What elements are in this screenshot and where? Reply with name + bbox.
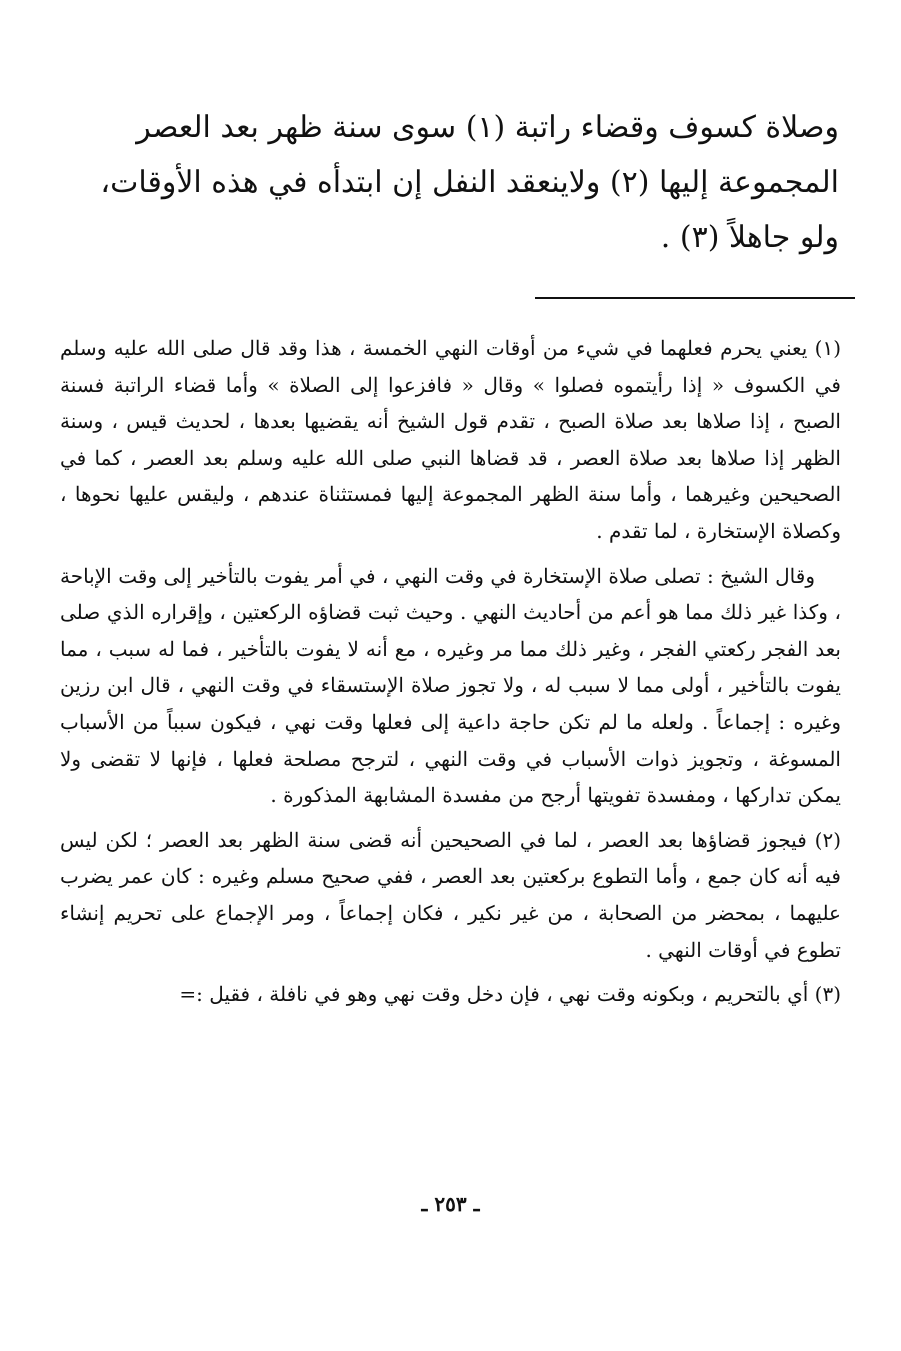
footnote-1-continuation: وقال الشيخ : تصلى صلاة الإستخارة في وقت النهي ، في أمر يفوت بالتأخير إلى وقت الإباحة ، وكذا غير ذلك مما هو أعم من أحاديث النهي . وحيث ثبت قضاؤه الركعتين ، وإقراره الذي صلى بعد الفجر ركعتي الفجر ، وغير ذلك مما مر وغيره ، مع أنه لا يفوت بالتأخير ، فما له سبب ، مما يفوت بالتأخير ، أولى مما لا سبب له ، ولا تجوز صلاة الإستسقاء في وقت النهي ، قال ابن رزين وغيره : إجماعاً . ولعله ما لم تكن حاجة داعية إلى فعلها وقت نهي ، فيكون سبباً من الأسباب المسوغة ، وتجويز ذوات الأسباب في وقت النهي ، لترجح مصلحة فعلها ، فإنها لا تقضى ولا يمكن تداركها ، ومفسدة تفويتها أرجح من مفسدة المشابهة المذكورة . bbox=[60, 563, 841, 808]
footnote-divider bbox=[535, 297, 855, 299]
footnotes-block bbox=[60, 330, 841, 1021]
main-text-line-1: وصلاة كسوف وقضاء راتبة (١) سوى سنة ظهر بعد العصر bbox=[136, 110, 839, 145]
footnote-1: (١) يعني يحرم فعلهما في شيء من أوقات النهي الخمسة ، هذا وقد قال صلى الله عليه وسلم في الكسوف « إذا رأيتموه فصلوا » وقال « فافزعوا إلى الصلاة » وأما قضاء الراتبة فسنة الصبح ، إذا صلاها بعد صلاة الصبح ، تقدم قول الشيخ أنه يقضيها بعدها ، لحديث قيس ، وسنة الظهر إذا صلاها بعد صلاة العصر ، قد قضاها النبي صلى الله عليه وسلم بعد العصر ، كما في الصحيحين وغيرهما ، وأما سنة الظهر المجموعة إليها فمستثناة عندهم ، وليقس عليها نحوها ، وكصلاة الإستخارة ، لما تقدم . bbox=[60, 336, 841, 543]
main-text-line-3: ولو جاهلاً (٣) . bbox=[660, 220, 839, 255]
main-text-line-2: المجموعة إليها (٢) ولاينعقد النفل إن ابتدأه في هذه الأوقات، bbox=[100, 165, 839, 200]
main-text-block bbox=[62, 100, 839, 265]
footnote-2: (٢) فيجوز قضاؤها بعد العصر ، لما في الصحيحين أنه قضى سنة الظهر بعد العصر ؛ لكن ليس فيه أنه كان جمع ، وأما التطوع بركعتين بعد العصر ، ففي صحيح مسلم وغيره : كان عمر يضرب عليهما ، بمحضر من الصحابة ، من غير نكير ، فكان إجماعاً ، ومر الإجماع على تحريم إنشاء تطوع في أوقات النهي . bbox=[60, 827, 841, 962]
footnote-3: (٣) أي بالتحريم ، وبكونه وقت نهي ، فإن دخل وقت نهي وهو في نافلة ، فقيل := bbox=[179, 982, 841, 1007]
page-number: ـ ٢٥٣ ـ bbox=[421, 1192, 480, 1216]
